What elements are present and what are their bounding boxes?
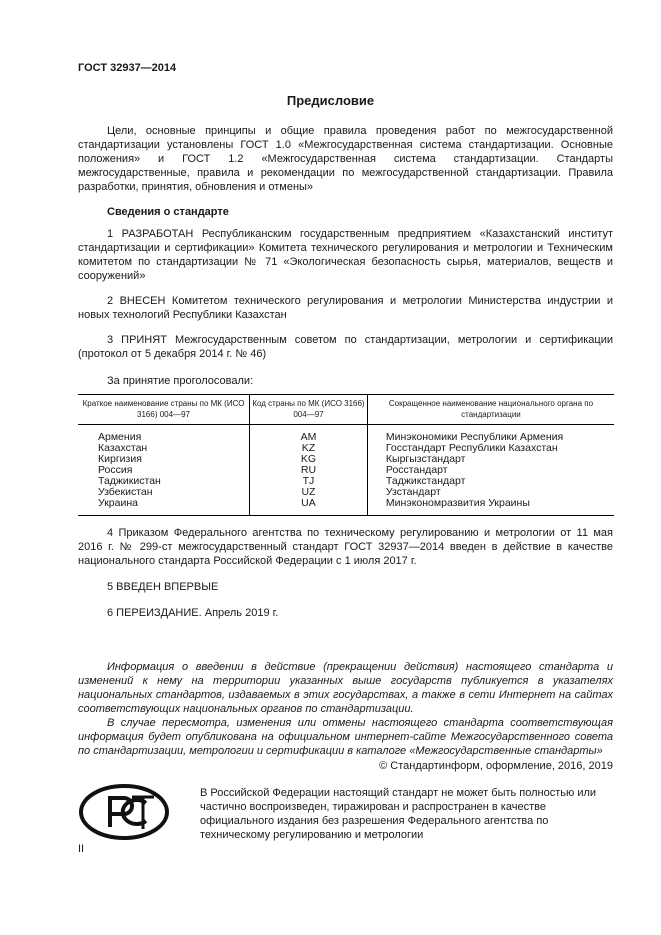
votes-label-text: За принятие проголосовали: — [107, 375, 254, 387]
item-5-text: 5 ВВЕДЕН ВПЕРВЫЕ — [107, 581, 219, 593]
item-2 — [78, 294, 613, 322]
country-cell: Узбекистан — [78, 487, 250, 498]
table-row — [78, 487, 614, 498]
copyright-line: © Стандартинформ, оформление, 2016, 2019 — [379, 760, 613, 772]
intro-text: Цели, основные принципы и общие правила проведения работ по межгосударственной стандартизации установлены ГОСТ 1.0 «Межгосударственная система стандартизации. Основные положения» и ГОСТ 1.2 «Межгосударственная система стандартизации. Стандарты межгосударственные, правила и рекомендации по межгосударственной стандартизации. Правила разработки, принятия, обновления и отмены» — [78, 125, 613, 193]
code-cell: UZ — [250, 487, 368, 498]
table-row — [78, 454, 614, 465]
country-cell: Таджикистан — [78, 476, 250, 487]
votes-label — [78, 374, 613, 388]
country-cell: Киргизия — [78, 454, 250, 465]
authority-cell: Кыргызстандарт — [385, 453, 466, 465]
authority-cell: Узстандарт — [385, 486, 441, 498]
page-title: Предисловие — [286, 93, 375, 108]
authority-cell: Минэкономразвития Украины — [367, 498, 614, 516]
item-1-text: 1 РАЗРАБОТАН Республиканским государственным предприятием «Казахстанский институт стандартизации и сертификации» Комитета технического регулирования и метрологии и Техническим комитетом по стандартизации № 71 «Экологическая безопасность сырья, материалов, веществ и сооружений» — [78, 228, 613, 282]
column-header-authority: Сокращенное наименование национального органа по стандартизации — [367, 395, 614, 425]
section-heading: Сведения о стандарте — [107, 206, 229, 218]
item-6-text: 6 ПЕРЕИЗДАНИЕ. Апрель 2019 г. — [107, 607, 279, 619]
item-4 — [78, 526, 613, 568]
code-cell: UA — [250, 498, 368, 516]
item-1 — [78, 227, 613, 283]
code-cell: KG — [250, 454, 368, 465]
authority-cell: Госстандарт Республики Казахстан — [385, 442, 558, 454]
info-paragraph-1: Информация о введении в действие (прекращении действия) настоящего стандарта и изменений к нему на территории указанных выше государств публикуется в указателях национальных стандартов, издаваемых в этих государствах, а также в сети Интернет на сайтах соответствующих национальных органов по стандартизации. — [78, 661, 613, 715]
table-row — [78, 425, 614, 444]
page-number: II — [78, 843, 85, 855]
item-2-text: 2 ВНЕСЕН Комитетом технического регулирования и метрологии Министерства индустрии и новых технологий Республики Казахстан — [78, 295, 613, 321]
item-5 — [78, 580, 613, 594]
votes-table — [78, 394, 614, 516]
item-6 — [78, 606, 613, 620]
authority-cell: Росстандарт — [385, 464, 448, 476]
intro-paragraph — [78, 124, 613, 194]
code-cell: KZ — [250, 443, 368, 454]
table-row — [78, 476, 614, 487]
column-header-country: Краткое наименование страны по МК (ИСО 3166) 004—97 — [78, 395, 250, 425]
country-cell: Армения — [78, 425, 250, 444]
table-row — [78, 498, 614, 516]
item-4-text: 4 Приказом Федерального агентства по техническому регулированию и метрологии от 11 мая 2016 г. № 299-ст межгосударственный стандарт ГОСТ 32937—2014 введен в действие в качестве национального стандарта Российской Федерации с 1 июля 2017 г. — [78, 527, 613, 567]
info-paragraph-2: В случае пересмотра, изменения или отмены настоящего стандарта соответствующая информация будет опубликована на официальном интернет-сайте Межгосударственного совета по стандартизации, метрологии и сертификации в каталоге «Межгосударственные стандарты» — [78, 717, 613, 757]
item-3-text: 3 ПРИНЯТ Межгосударственным советом по стандартизации, метрологии и сертификации (протокол от 5 декабря 2014 г. № 46) — [78, 334, 613, 360]
document-number: ГОСТ 32937—2014 — [78, 62, 177, 74]
reproduction-notice: В Российской Федерации настоящий стандарт не может быть полностью или частично воспроизведен, тиражирован и распространен в качестве официального издания без разрешения Федерального агентства по техническому регулированию и метрологии — [200, 787, 597, 841]
country-cell: Казахстан — [78, 443, 250, 454]
info-block — [78, 660, 613, 758]
item-3 — [78, 333, 613, 361]
country-cell: Россия — [78, 465, 250, 476]
code-cell: AM — [250, 425, 368, 444]
code-cell: TJ — [250, 476, 368, 487]
country-cell: Украина — [78, 498, 250, 516]
column-header-code: Код страны по МК (ИСО 3166) 004—97 — [250, 395, 368, 425]
rst-logo — [78, 783, 170, 841]
authority-cell: Таджикстандарт — [385, 475, 466, 487]
table-header-row — [78, 395, 614, 425]
authority-cell: Минэкономики Республики Армения — [385, 431, 564, 443]
table-row — [78, 443, 614, 454]
code-cell: RU — [250, 465, 368, 476]
